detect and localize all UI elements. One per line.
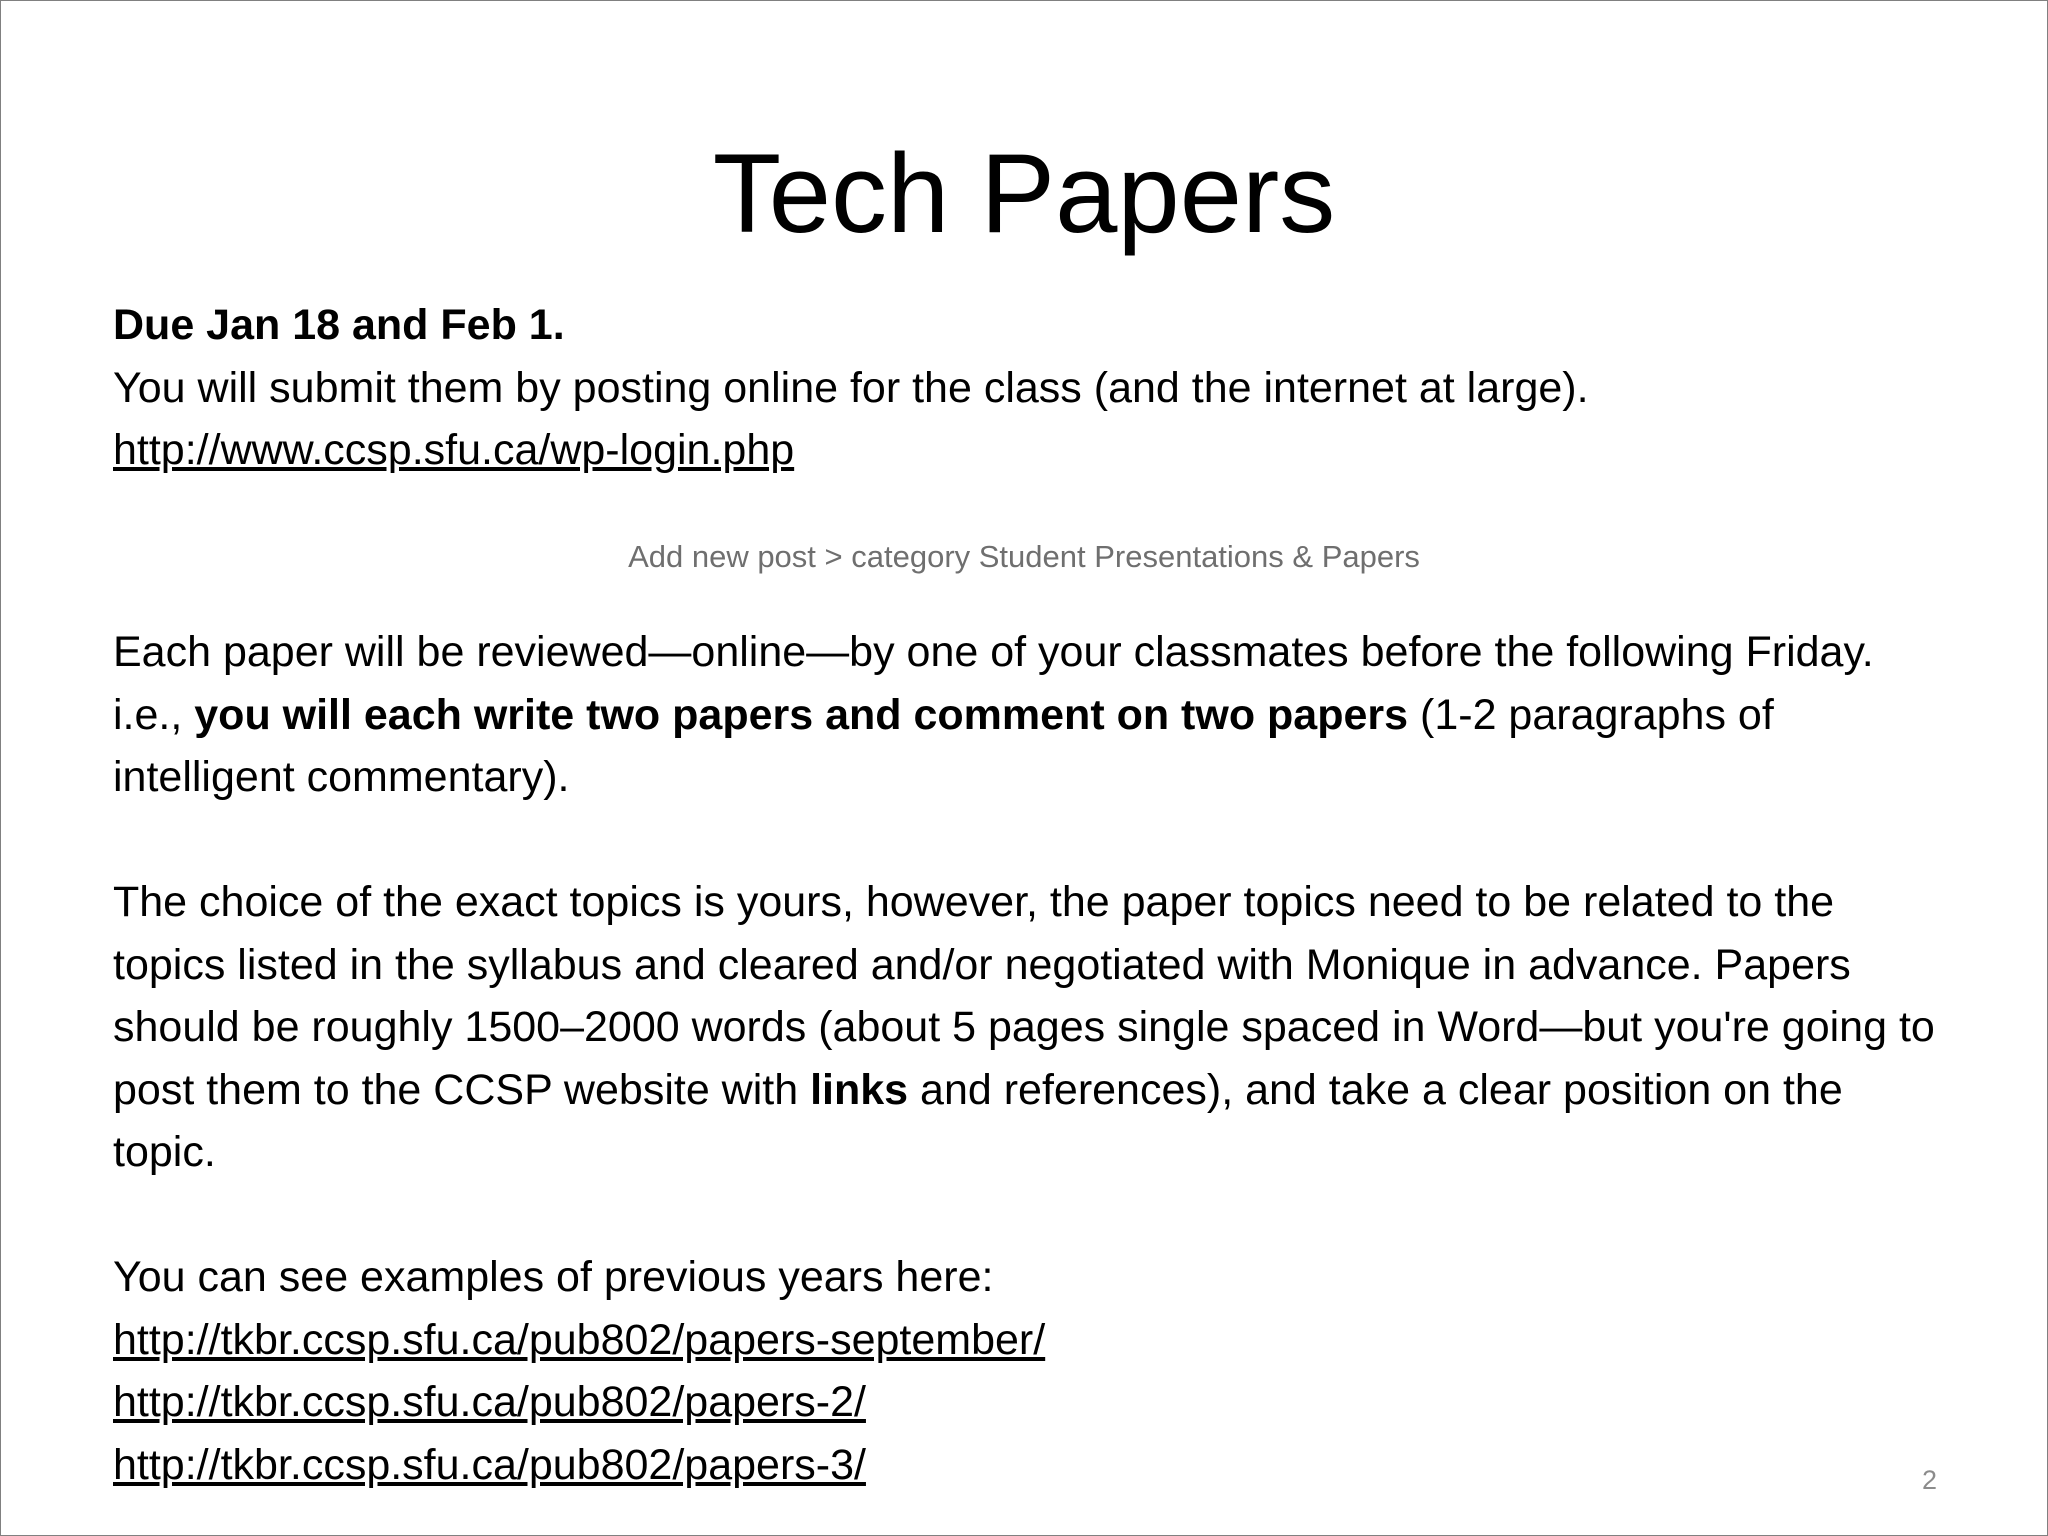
- topics-text-end: and references), and take a clear position on the topic.: [113, 1065, 1843, 1176]
- posting-path-note: Add new post > category Student Presentations & Papers: [628, 539, 1420, 574]
- topics-emphasis: links: [810, 1065, 909, 1114]
- examples-block: [113, 1246, 1943, 1496]
- review-text-end: (1-2 paragraphs of intelligent commentary).: [113, 690, 1774, 801]
- review-emphasis: you will each write two papers and comment on two papers: [194, 690, 1409, 739]
- page-number: 2: [1921, 1465, 1937, 1495]
- intro-block: [113, 294, 1943, 482]
- due-date-line: Due Jan 18 and Feb 1.: [113, 301, 565, 349]
- example-link-september[interactable]: http://tkbr.ccsp.sfu.ca/pub802/papers-september/: [113, 1315, 1046, 1364]
- example-link-papers-2[interactable]: http://tkbr.ccsp.sfu.ca/pub802/papers-2/: [113, 1378, 866, 1426]
- example-link-papers-3[interactable]: http://tkbr.ccsp.sfu.ca/pub802/papers-3/: [113, 1440, 866, 1489]
- review-text-start: Each paper will be reviewed—online—by one of your classmates before the following Friday. i.e.,: [113, 628, 1874, 739]
- slide-title: Tech Papers: [712, 131, 1336, 256]
- submit-instructions: You will submit them by posting online for the class (and the internet at large).: [113, 363, 1589, 412]
- topics-paragraph: [113, 871, 1943, 1184]
- examples-lead: You can see examples of previous years here:: [113, 1253, 994, 1301]
- review-paragraph: [113, 621, 1943, 809]
- login-link[interactable]: http://www.ccsp.sfu.ca/wp-login.php: [113, 426, 795, 474]
- topics-text-start: The choice of the exact topics is yours, however, the paper topics need to be related to the topics listed in the syllabus and cleared and/or negotiated with Monique in advance. Papers should be roughly 1500–2000 words (about 5 pages single spaced in Word—but you're going to post them to the CCSP website with: [113, 878, 1935, 1114]
